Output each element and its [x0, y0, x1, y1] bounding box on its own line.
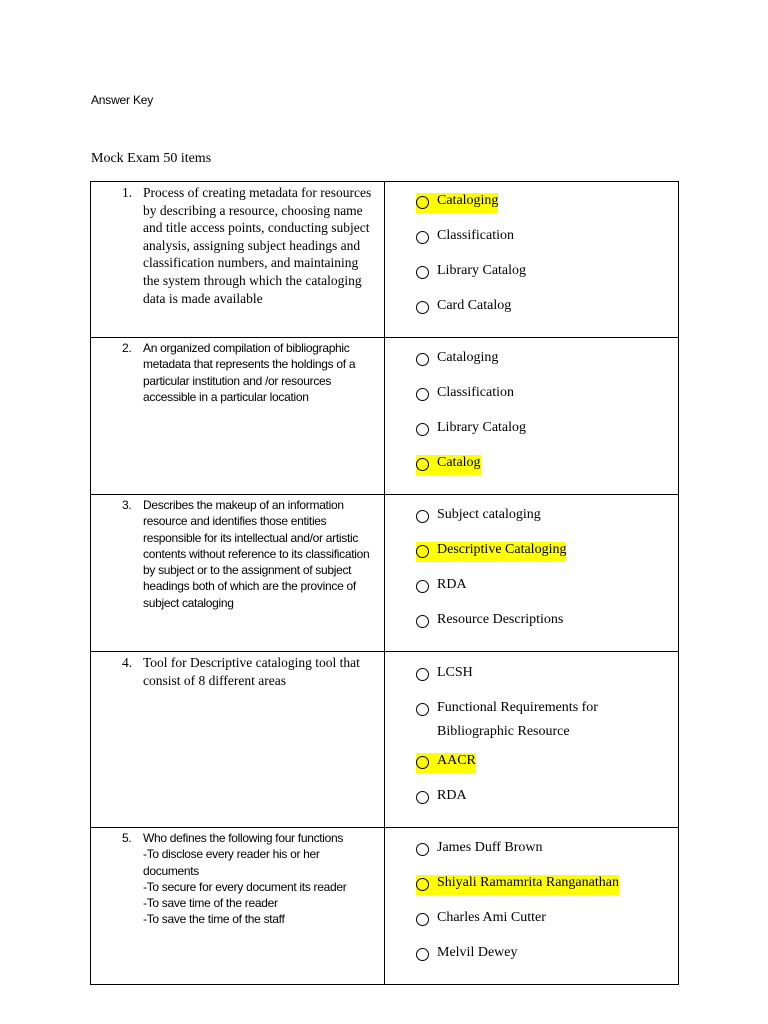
option-3a[interactable]	[416, 507, 678, 542]
question-cell	[91, 495, 385, 652]
radio-circle-icon[interactable]	[416, 510, 429, 523]
question-cell	[91, 338, 385, 495]
option-label: Descriptive Cataloging	[437, 542, 567, 557]
option-1b[interactable]	[416, 228, 678, 263]
option-label: Classification	[437, 385, 514, 400]
question-row-3	[91, 495, 679, 652]
radio-circle-icon[interactable]	[416, 668, 429, 681]
radio-circle-icon[interactable]	[416, 756, 429, 769]
radio-circle-icon[interactable]	[416, 231, 429, 244]
option-label: Melvil Dewey	[437, 945, 518, 960]
option-1a[interactable]	[416, 193, 678, 228]
radio-circle-icon[interactable]	[416, 913, 429, 926]
option-5d[interactable]	[416, 945, 678, 980]
option-2c[interactable]	[416, 420, 678, 455]
options-cell	[385, 495, 679, 652]
question-row-5	[91, 828, 679, 985]
radio-circle-icon[interactable]	[416, 301, 429, 314]
option-label: RDA	[437, 577, 467, 592]
option-label: Shiyali Ramamrita Ranganathan	[437, 875, 619, 890]
option-label: RDA	[437, 788, 467, 803]
question-text: Tool for Descriptive cataloging tool that consist of 8 different areas	[143, 655, 360, 688]
option-label: Resource Descriptions	[437, 612, 564, 627]
option-label: Cataloging	[437, 193, 499, 208]
option-4c[interactable]	[416, 753, 678, 788]
radio-circle-icon[interactable]	[416, 878, 429, 891]
option-4d[interactable]	[416, 788, 678, 823]
options-cell	[385, 338, 679, 495]
option-1d[interactable]	[416, 298, 678, 333]
option-3b[interactable]	[416, 542, 678, 577]
options-cell	[385, 652, 679, 828]
question-cell	[91, 652, 385, 828]
question-table	[90, 181, 679, 985]
options-cell	[385, 828, 679, 985]
question-number: 5.	[122, 831, 132, 845]
option-2b[interactable]	[416, 385, 678, 420]
answer-key-heading: Answer Key	[91, 93, 154, 107]
option-2d[interactable]	[416, 455, 678, 490]
option-label: Library Catalog	[437, 420, 527, 435]
question-row-2	[91, 338, 679, 495]
option-2a[interactable]	[416, 350, 678, 385]
question-text: Describes the makeup of an information resource and identifies those entities responsible for its intellectual and/or artistic contents without reference to its classification by subject or to the assignment of subject headings both of which are the province of subject cataloging	[143, 498, 370, 610]
option-label: Classification	[437, 228, 514, 243]
option-label: LCSH	[437, 665, 473, 680]
question-row-1	[91, 182, 679, 338]
question-number: 3.	[122, 498, 132, 512]
option-label: Catalog	[437, 455, 481, 470]
radio-circle-icon[interactable]	[416, 388, 429, 401]
option-4b[interactable]	[416, 700, 678, 753]
radio-circle-icon[interactable]	[416, 353, 429, 366]
option-3d[interactable]	[416, 612, 678, 647]
question-cell	[91, 828, 385, 985]
option-label: AACR	[437, 753, 476, 768]
radio-circle-icon[interactable]	[416, 948, 429, 961]
option-label: Cataloging	[437, 350, 499, 365]
radio-circle-icon[interactable]	[416, 423, 429, 436]
option-3c[interactable]	[416, 577, 678, 612]
option-label: Charles Ami Cutter	[437, 910, 546, 925]
option-5c[interactable]	[416, 910, 678, 945]
question-text: Who defines the following four functions -To disclose every reader his or her documents -To secure for every document its reader -To save time of the reader -To save the time of the staff	[143, 831, 347, 927]
option-label: Subject cataloging	[437, 507, 541, 522]
option-5a[interactable]	[416, 840, 678, 875]
option-label: James Duff Brown	[437, 840, 543, 855]
option-4a[interactable]	[416, 665, 678, 700]
radio-circle-icon[interactable]	[416, 545, 429, 558]
option-1c[interactable]	[416, 263, 678, 298]
options-cell	[385, 182, 679, 338]
option-label: Card Catalog	[437, 298, 512, 313]
option-label: Functional Requirements for Bibliographic Resource	[437, 700, 598, 739]
question-text: Process of creating metadata for resources by describing a resource, choosing name and title access points, conducting subject analysis, assigning subject headings and classification numbers, and maintaining the system through which the cataloging data is made available	[143, 185, 372, 306]
option-5b[interactable]	[416, 875, 678, 910]
question-row-4	[91, 652, 679, 828]
question-cell	[91, 182, 385, 338]
radio-circle-icon[interactable]	[416, 843, 429, 856]
question-number: 1.	[122, 185, 133, 200]
radio-circle-icon[interactable]	[416, 580, 429, 593]
radio-circle-icon[interactable]	[416, 615, 429, 628]
radio-circle-icon[interactable]	[416, 791, 429, 804]
radio-circle-icon[interactable]	[416, 196, 429, 209]
question-number: 2.	[122, 341, 132, 355]
option-label: Library Catalog	[437, 263, 527, 278]
exam-title: Mock Exam 50 items	[91, 151, 212, 166]
radio-circle-icon[interactable]	[416, 266, 429, 279]
radio-circle-icon[interactable]	[416, 703, 429, 716]
radio-circle-icon[interactable]	[416, 458, 429, 471]
question-number: 4.	[122, 655, 133, 670]
question-text: An organized compilation of bibliographic metadata that represents the holdings of a particular institution and /or resources accessible in a particular location	[143, 341, 356, 404]
